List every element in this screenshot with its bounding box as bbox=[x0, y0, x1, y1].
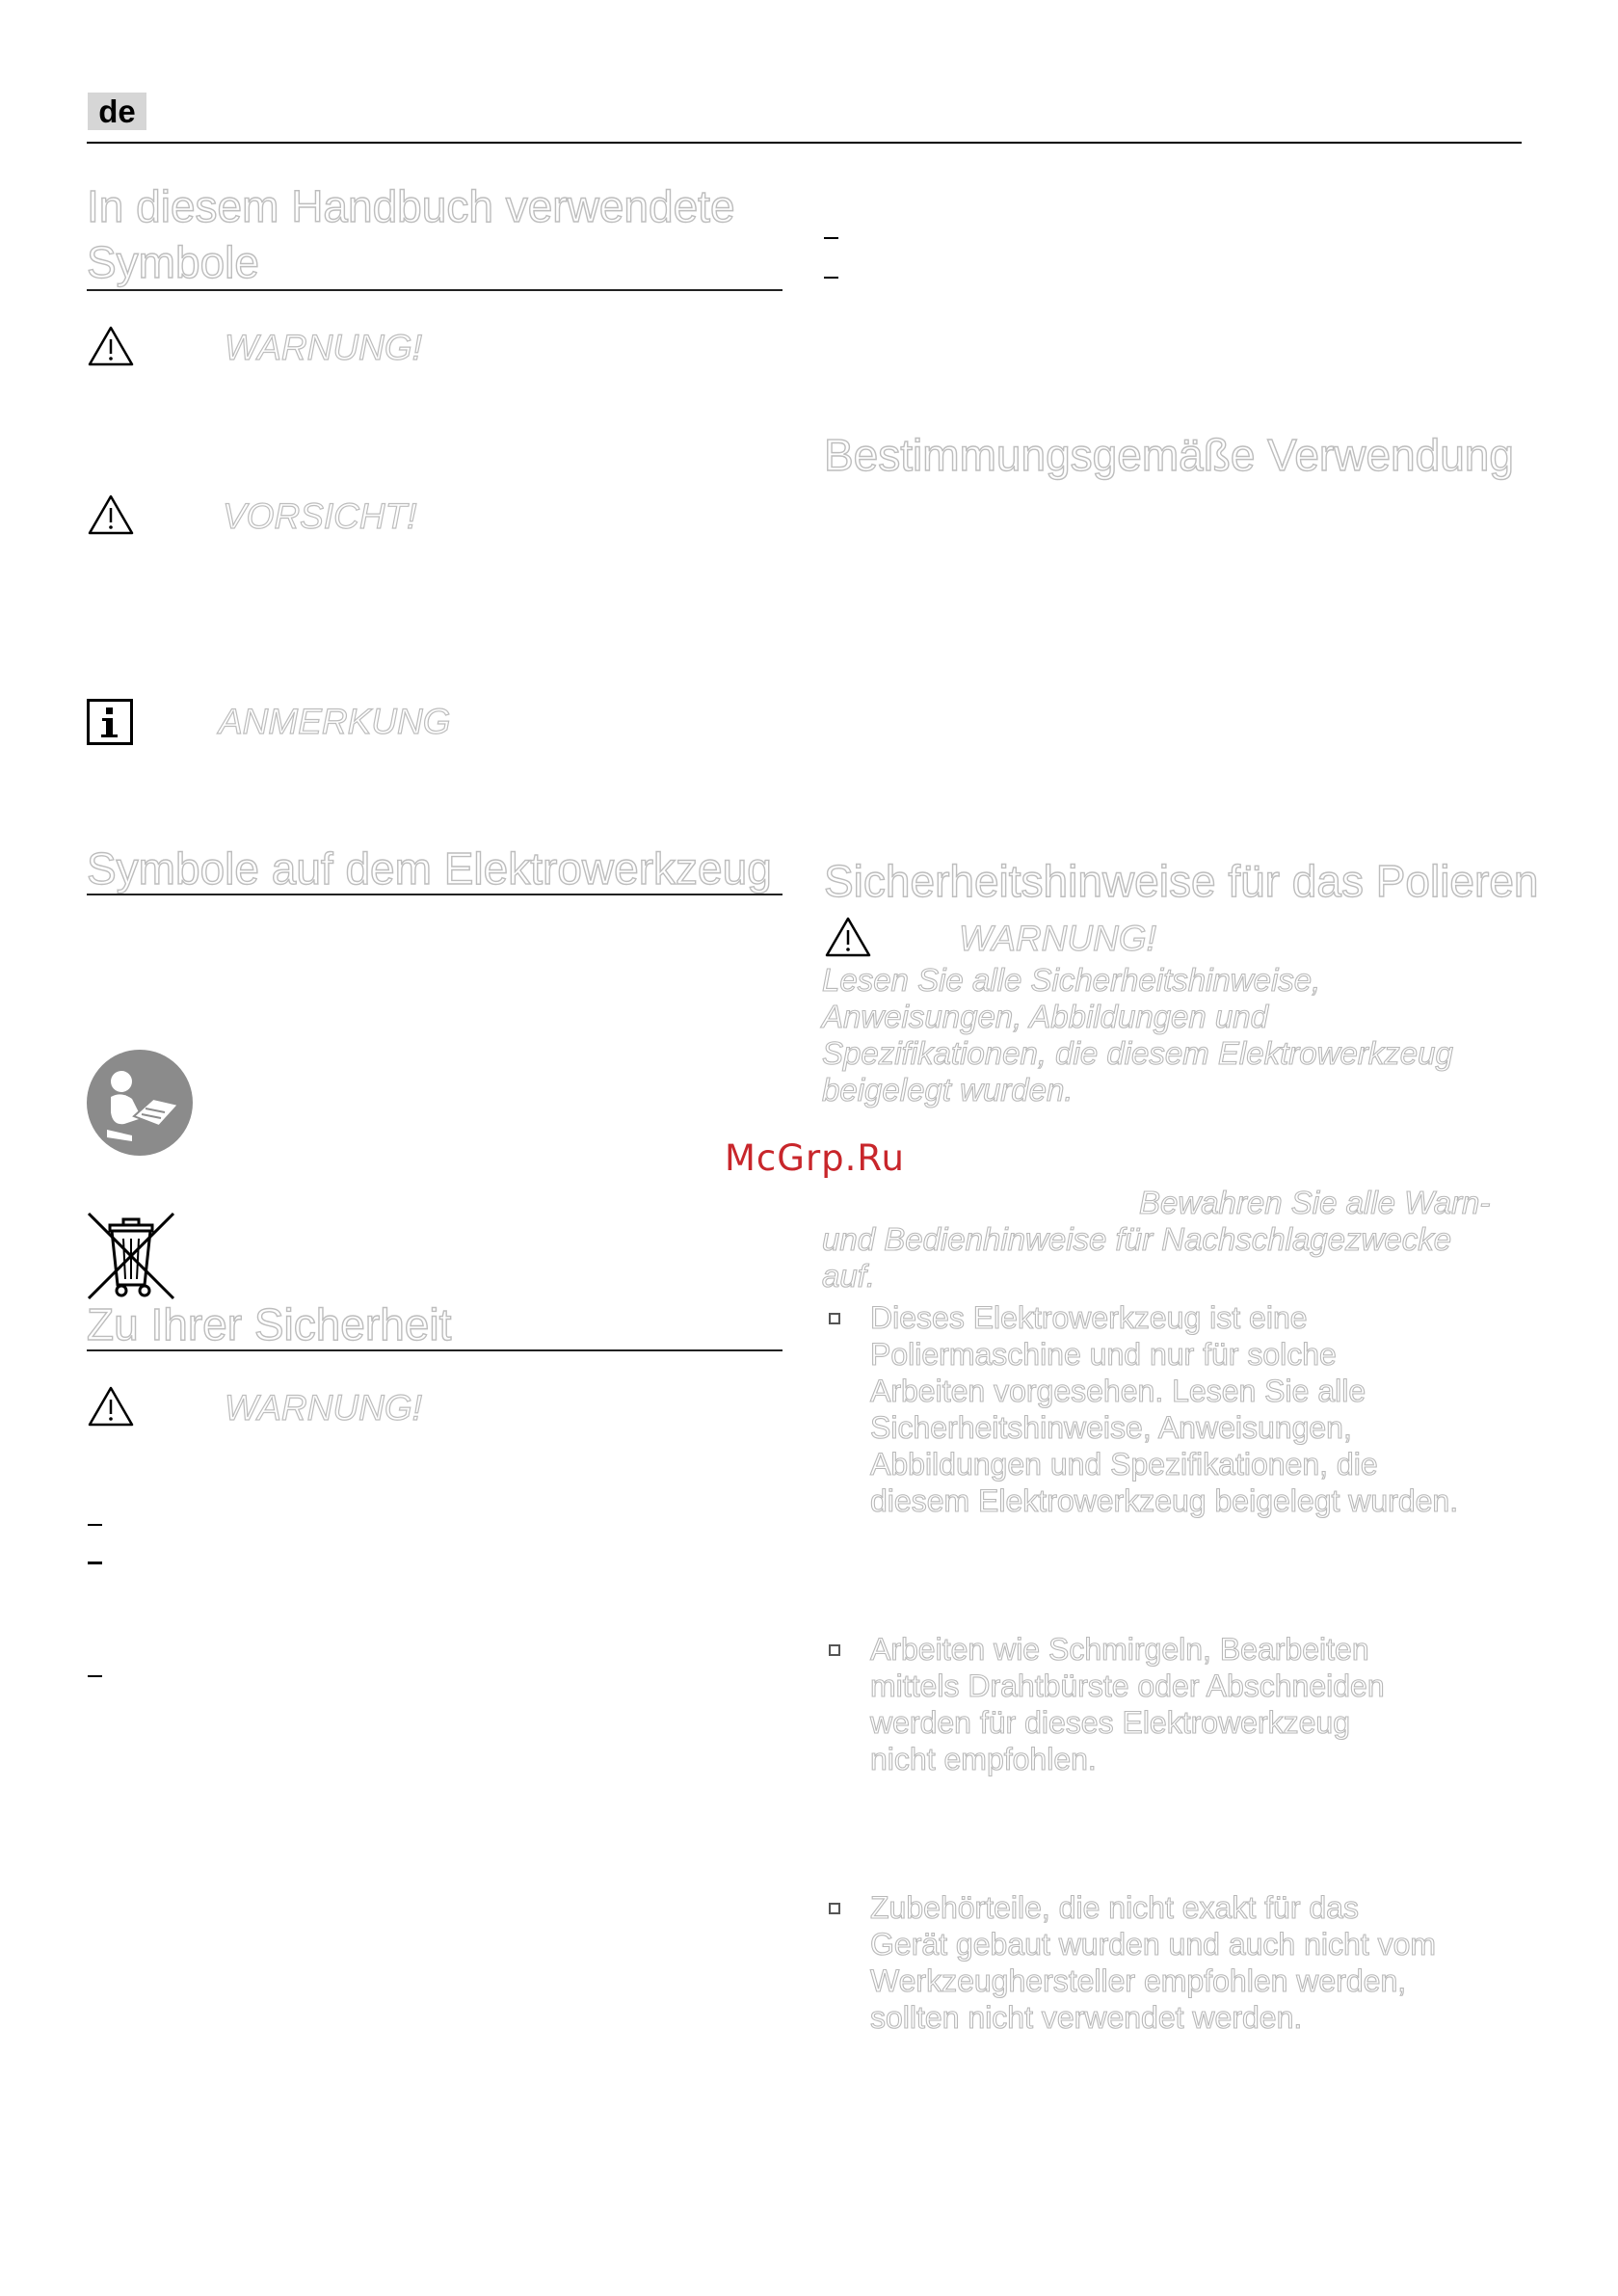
section-rule bbox=[87, 894, 782, 895]
header-rule bbox=[87, 142, 1522, 144]
signal-word-warning: WARNUNG! bbox=[225, 328, 422, 367]
text-line: Spezifikationen, die diesem Elektrowerkzeug bbox=[822, 1035, 1453, 1071]
section-rule bbox=[87, 289, 782, 291]
warning-triangle-icon bbox=[87, 325, 135, 367]
list-dash bbox=[88, 1562, 102, 1564]
text-line: Anweisungen, Abbildungen und bbox=[822, 999, 1268, 1034]
list-dash bbox=[824, 237, 838, 239]
section-title-intended-use: Bestimmungsgemäße Verwendung bbox=[824, 430, 1514, 480]
watermark: McGrp.Ru bbox=[725, 1137, 905, 1179]
text-line: Lesen Sie alle Sicherheitshinweise, bbox=[822, 962, 1321, 998]
section-title-safety: Zu Ihrer Sicherheit bbox=[87, 1299, 452, 1349]
read-manual-icon bbox=[86, 1049, 194, 1157]
keep-instructions-line1: Bewahren Sie alle Warn- bbox=[1139, 1185, 1491, 1220]
language-tag: de bbox=[88, 93, 146, 130]
text-line: diesem Elektrowerkzeug beigelegt wurden. bbox=[870, 1483, 1459, 1518]
keep-instructions-line2: und Bedienhinweise für Nachschlagezwecke bbox=[822, 1221, 1452, 1257]
bullet-square bbox=[829, 1903, 840, 1914]
bullet-square bbox=[829, 1644, 840, 1656]
signal-word-note: ANMERKUNG bbox=[219, 702, 451, 741]
section-title-symbols-manual-line1: In diesem Handbuch verwendete bbox=[87, 181, 735, 231]
section-rule bbox=[87, 1349, 782, 1351]
text-line: Gerät gebaut wurden und auch nicht vom bbox=[870, 1927, 1437, 1962]
bullet-not-recommended bbox=[870, 1631, 1385, 1777]
section-title-symbols-manual-line2: Symbole bbox=[87, 237, 259, 287]
section-title-polishing-safety: Sicherheitshinweise für das Polieren bbox=[824, 856, 1539, 906]
text-line: Poliermaschine und nur für solche bbox=[870, 1337, 1337, 1372]
signal-word-warning: WARNUNG! bbox=[959, 919, 1156, 958]
info-icon bbox=[87, 699, 133, 745]
text-line: Arbeiten vorgesehen. Lesen Sie alle bbox=[870, 1374, 1366, 1408]
text-line: sollten nicht verwendet werden. bbox=[870, 2000, 1303, 2035]
warning-triangle-icon bbox=[824, 916, 872, 958]
bullet-accessories bbox=[870, 1889, 1436, 2036]
section-title-tool-symbols: Symbole auf dem Elektrowerkzeug bbox=[87, 843, 772, 894]
list-dash bbox=[88, 1675, 102, 1677]
bullet-polisher-purpose bbox=[870, 1299, 1458, 1519]
text-line: mittels Drahtbürste oder Abschneiden bbox=[870, 1669, 1385, 1703]
text-line: beigelegt wurden. bbox=[822, 1072, 1074, 1108]
text-line: Arbeiten wie Schmirgeln, Bearbeiten bbox=[870, 1632, 1369, 1667]
text-line: Werkzeughersteller empfohlen werden, bbox=[870, 1963, 1407, 1998]
text-line: Zubehörteile, die nicht exakt für das bbox=[870, 1890, 1359, 1925]
keep-instructions-line3: auf. bbox=[822, 1258, 876, 1294]
text-line: Abbildungen und Spezifikationen, die bbox=[870, 1447, 1378, 1482]
text-line: nicht empfohlen. bbox=[870, 1742, 1097, 1776]
signal-word-caution: VORSICHT! bbox=[223, 496, 417, 536]
text-line: werden für dieses Elektrowerkzeug bbox=[870, 1705, 1351, 1740]
warning-read-instructions bbox=[822, 962, 1453, 1108]
signal-word-warning: WARNUNG! bbox=[225, 1388, 422, 1428]
list-dash bbox=[824, 277, 838, 279]
text-line: Dieses Elektrowerkzeug ist eine bbox=[870, 1300, 1308, 1335]
bullet-square bbox=[829, 1313, 840, 1324]
list-dash bbox=[88, 1524, 102, 1526]
warning-triangle-icon bbox=[87, 1385, 135, 1428]
caution-triangle-icon bbox=[87, 494, 135, 536]
weee-bin-icon bbox=[85, 1210, 177, 1302]
text-line: Sicherheitshinweise, Anweisungen, bbox=[870, 1410, 1352, 1445]
